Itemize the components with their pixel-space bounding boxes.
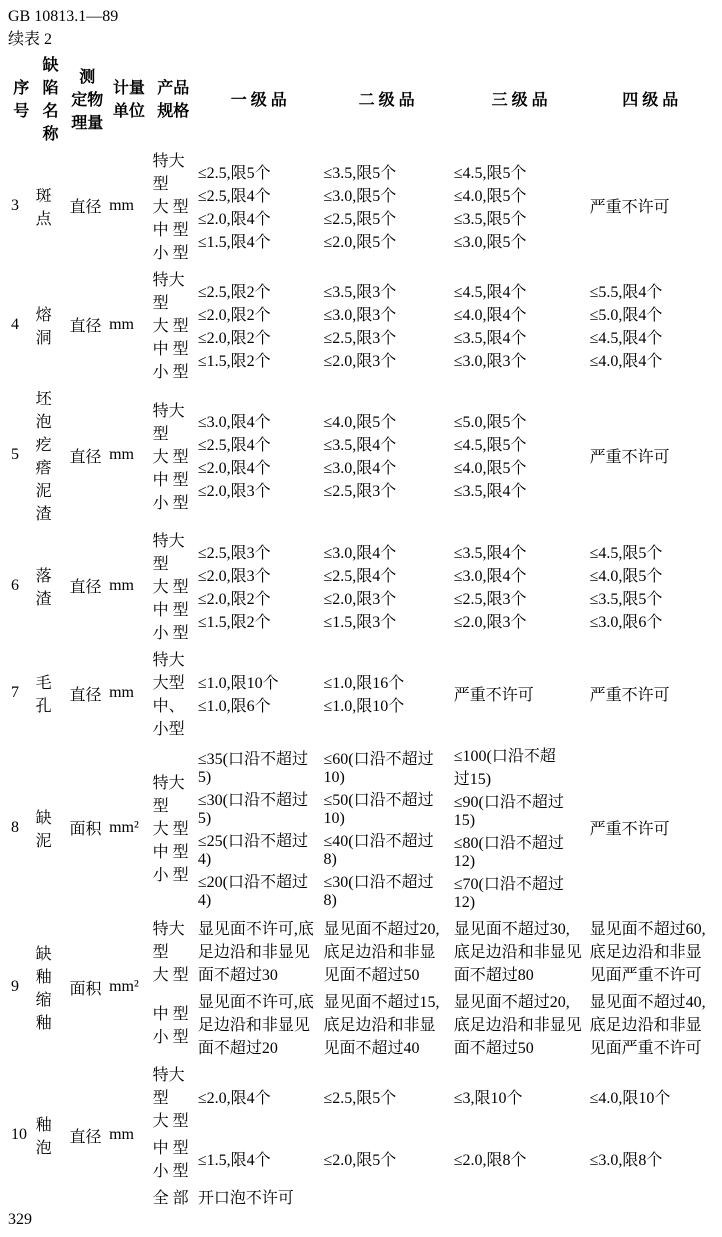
grade4-cell — [589, 266, 712, 383]
value-line: ≤20(口沿不超过 — [197, 873, 309, 891]
value-line: ≤4.0,限4个 — [453, 306, 527, 324]
value-line: ≤2.0,限3个 — [197, 567, 271, 585]
spec-line: 特大 — [152, 652, 185, 669]
spec-line: 大 型 — [152, 579, 189, 596]
row-number: 10 — [11, 1126, 27, 1143]
grade2-cell — [323, 266, 451, 383]
value-line: ≤2.5,限4个 — [197, 187, 271, 205]
product-spec-cell: 全 部 — [152, 1190, 189, 1207]
measured-quantity: 直径 — [69, 686, 102, 704]
value-line: ≤5.0,限5个 — [453, 414, 527, 431]
value-line: 10) — [323, 768, 345, 786]
table-row — [10, 742, 712, 913]
grade4-cell: 严重不许可 — [589, 199, 670, 216]
defect-name: 釉泡 — [35, 1117, 52, 1157]
unit: mm — [109, 576, 134, 594]
spec-line: 大 型 — [152, 318, 189, 335]
value-line: ≤2.5,限5个 — [197, 164, 271, 182]
unit: mm — [109, 446, 134, 463]
grade2-cell — [323, 742, 451, 913]
value-line: ≤2.0,限4个 — [197, 460, 271, 477]
grade4-cell: ≤4.0,限10个 — [589, 1090, 671, 1107]
defect-name: 毛孔 — [35, 675, 52, 715]
row-number: 6 — [11, 576, 19, 594]
value-line: ≤2.0,限2个 — [197, 590, 271, 608]
value-line: ≤2.5,限3个 — [197, 544, 271, 562]
grade3-cell — [453, 385, 587, 525]
measured-quantity: 直径 — [69, 579, 102, 596]
row-number: 3 — [11, 196, 19, 214]
name-line: 缩釉 — [35, 992, 52, 1032]
value-line: ≤3.5,限5个 — [453, 210, 527, 228]
product-spec-cell — [152, 147, 195, 264]
spec-line: 大 型 — [152, 821, 189, 838]
spec-line: 大 型 — [152, 967, 189, 984]
value-line: ≤30(口沿不超过 — [197, 791, 309, 809]
name-line: 缺釉 — [35, 946, 52, 986]
measured-quantity: 面积 — [69, 980, 102, 998]
row-number: 5 — [11, 446, 19, 463]
row-number: 4 — [11, 315, 19, 333]
spec-line: 小 型 — [152, 245, 189, 262]
table-row — [10, 527, 712, 644]
value-line: ≤2.5,限2个 — [197, 283, 271, 301]
grade4-cell: 严重不许可 — [589, 686, 670, 704]
spec-line: 大型 — [152, 675, 185, 692]
grade2-cell: 显见面不超过15,底足边沿和非显见面不超过40 — [323, 994, 440, 1057]
defect-name: 落渣 — [35, 567, 52, 608]
grade3-cell: ≤2.0,限8个 — [453, 1151, 527, 1169]
product-spec-cell — [152, 527, 195, 644]
value-line: ≤4.5,限5个 — [453, 164, 527, 182]
grade4-cell: ≤3.0,限8个 — [589, 1151, 663, 1169]
spec-line: 中 型 — [152, 844, 189, 861]
table-header-row — [10, 51, 712, 145]
defect-name — [35, 915, 67, 1059]
value-line: ≤35(口沿不超过 — [197, 750, 309, 768]
grade4-cell: 严重不许可 — [589, 448, 670, 466]
value-line: ≤90(口沿不超过 — [453, 794, 564, 811]
value-line: 4) — [197, 891, 212, 909]
measured-quantity: 面积 — [69, 821, 102, 838]
row-number: 9 — [11, 978, 19, 995]
page-number: 329 — [8, 1211, 32, 1228]
value-line: ≤4.0,限5个 — [323, 414, 397, 431]
value-line: ≤3.0,限5个 — [323, 187, 397, 205]
value-line: ≤2.0,限2个 — [197, 306, 271, 324]
measured-quantity: 直径 — [69, 448, 102, 466]
value-line: 4) — [197, 850, 212, 868]
grade2-cell: 显见面不超过20,底足边沿和非显见面不超过50 — [323, 921, 440, 984]
measured-quantity: 直径 — [69, 199, 102, 216]
defect-name — [35, 385, 67, 525]
grade2-cell — [323, 147, 451, 264]
value-line: ≤100(口沿不超 — [453, 748, 556, 765]
value-line: ≤1.0,限10个 — [323, 698, 405, 715]
value-line: ≤40(口沿不超过 — [323, 832, 434, 850]
value-line: ≤2.5,限5个 — [323, 210, 397, 228]
spec-line: 大 型 — [152, 199, 189, 216]
value-line: ≤3.5,限4个 — [323, 437, 397, 454]
header-cell: 计量单位 — [112, 80, 145, 120]
spec-line: 中 型 — [152, 1005, 189, 1023]
grade4-cell — [589, 527, 712, 644]
grade3-cell — [453, 266, 587, 383]
header-cell: 序号 — [13, 80, 30, 120]
spec-line: 特大型 — [152, 402, 185, 443]
spec-line: 特大型 — [152, 153, 185, 193]
table-title: 续表 2 — [8, 31, 53, 48]
table-row — [10, 266, 712, 383]
unit: mm — [109, 196, 134, 214]
header-cell: 四 级 品 — [622, 91, 679, 109]
table-row — [10, 1061, 712, 1132]
grade3-cell — [453, 742, 587, 913]
row-number: 8 — [11, 818, 19, 836]
header-cell: 缺陷名称 — [42, 57, 59, 143]
value-line: ≤4.5,限4个 — [453, 283, 527, 301]
value-line: ≤1.5,限3个 — [323, 613, 397, 631]
grade1-cell — [197, 646, 321, 740]
value-line: ≤2.0,限3个 — [197, 483, 271, 500]
spec-line: 小 型 — [152, 364, 189, 381]
table-row — [10, 646, 712, 740]
grade3-cell: 显见面不超过30,底足边沿和非显见面不超过80 — [453, 921, 582, 984]
product-spec-cell — [152, 742, 195, 913]
spec-line: 特大型 — [152, 921, 185, 961]
spec-line: 小 型 — [152, 867, 189, 884]
grade2-cell: ≤2.5,限5个 — [323, 1090, 397, 1107]
value-line: ≤50(口沿不超过 — [323, 791, 434, 809]
value-line: ≤2.5,限3个 — [453, 590, 527, 608]
document-page — [8, 8, 714, 1229]
measured-quantity: 直径 — [69, 1128, 102, 1146]
value-line: 5) — [197, 768, 212, 786]
spec-line: 特大型 — [152, 533, 185, 573]
value-line: 5) — [197, 809, 212, 827]
table-row — [10, 385, 712, 525]
spec-line: 特大型 — [152, 272, 185, 312]
value-line: ≤3.0,限4个 — [197, 414, 271, 431]
grade2-cell: ≤2.0,限5个 — [323, 1151, 397, 1169]
header-cell: 产品规格 — [157, 80, 190, 120]
value-line: ≤1.0,限6个 — [197, 698, 271, 715]
grade4-cell: 显见面不超过40,底足边沿和非显见面严重不许可 — [589, 994, 706, 1057]
unit: mm — [109, 315, 134, 333]
spec-line: 小 型 — [152, 625, 189, 642]
grade3-cell — [453, 527, 587, 644]
value-line: ≤3.5,限5个 — [323, 164, 397, 182]
grade1-cell: 显见面不许可,底足边沿和非显见面不超过30 — [197, 921, 314, 984]
value-line: ≤2.0,限3个 — [323, 590, 397, 608]
spec-line: 小 型 — [152, 1028, 189, 1046]
value-line: ≤2.5,限4个 — [323, 567, 397, 585]
grade1-cell — [197, 742, 321, 913]
product-spec-cell — [152, 646, 195, 740]
value-line: ≤3.0,限3个 — [453, 352, 527, 370]
value-line: ≤3.0,限4个 — [323, 544, 397, 562]
value-line: ≤4.0,限5个 — [589, 567, 663, 585]
grade2-cell — [323, 646, 451, 740]
value-line: ≤5.0,限4个 — [589, 306, 663, 324]
unit: mm² — [109, 818, 139, 836]
unit: mm — [109, 1126, 134, 1143]
spec-line: 中 型 — [152, 222, 189, 239]
spec-line: 特大型 — [152, 775, 185, 815]
product-spec-cell — [152, 385, 195, 525]
grade1-cell: 显见面不许可,底足边沿和非显见面不超过20 — [197, 994, 314, 1057]
defect-name: 熔洞 — [35, 306, 52, 347]
defect-name: 斑点 — [35, 187, 52, 228]
value-line: 8) — [323, 891, 337, 909]
value-line: ≤2.5,限4个 — [197, 437, 271, 454]
value-line: 8) — [323, 850, 337, 868]
value-line: ≤4.0,限5个 — [453, 460, 527, 477]
value-line: ≤2.0,限4个 — [197, 210, 271, 228]
grade2-cell — [323, 385, 451, 525]
grade2-cell — [323, 527, 451, 644]
value-line: ≤2.5,限3个 — [323, 483, 397, 500]
value-line: 过15) — [453, 771, 492, 788]
row-number: 7 — [11, 684, 19, 701]
product-spec-cell — [152, 1134, 195, 1182]
header-cell: 三 级 品 — [491, 91, 548, 109]
value-line: ≤60(口沿不超过 — [323, 750, 434, 768]
defect-table — [8, 49, 714, 1211]
value-line: ≤3.5,限3个 — [323, 283, 397, 301]
header-cell: 一 级 品 — [230, 91, 287, 109]
value-line: ≤1.0,限16个 — [323, 675, 405, 692]
defect-name: 缺泥 — [35, 809, 52, 850]
value-line: ≤3.5,限4个 — [453, 329, 527, 347]
grade1-cell: ≤2.0,限4个 — [197, 1090, 271, 1107]
unit: mm² — [109, 978, 139, 995]
product-spec-cell — [152, 1061, 195, 1132]
value-line: ≤80(口沿不超过 — [453, 835, 564, 852]
table-row — [10, 147, 712, 264]
grade1-cell — [197, 385, 321, 525]
grade3-cell: 严重不许可 — [453, 686, 534, 704]
spec-line: 小 型 — [152, 1163, 189, 1180]
name-line: 泥渣 — [35, 483, 52, 523]
spec-line: 中、小型 — [152, 698, 185, 738]
value-line: ≤1.0,限10个 — [197, 675, 279, 692]
value-line: ≤1.5,限2个 — [197, 613, 271, 631]
value-line: 12) — [453, 853, 476, 870]
value-line: ≤4.5,限5个 — [453, 437, 527, 454]
standard-number: GB 10813.1—89 — [8, 8, 119, 25]
value-line: ≤3.0,限6个 — [589, 613, 663, 631]
spec-line: 大 型 — [152, 448, 189, 466]
value-line: ≤4.5,限4个 — [589, 329, 663, 347]
value-line: ≤3.5,限4个 — [453, 483, 527, 500]
table-row — [10, 915, 712, 986]
grade1-cell: ≤1.5,限4个 — [197, 1151, 271, 1169]
value-line: ≤2.0,限2个 — [197, 329, 271, 347]
spec-line: 小 型 — [152, 494, 189, 512]
grade3-cell: 显见面不超过20,底足边沿和非显见面不超过50 — [453, 994, 582, 1057]
value-line: 10) — [323, 809, 345, 827]
value-line: ≤2.5,限3个 — [323, 329, 397, 347]
value-line: ≤3.0,限5个 — [453, 233, 527, 251]
value-line: ≤5.5,限4个 — [589, 283, 663, 301]
value-line: ≤3.0,限4个 — [453, 567, 527, 585]
value-line: ≤70(口沿不超过 — [453, 876, 564, 893]
product-spec-cell — [152, 915, 195, 986]
header-cell: 测 定物理量 — [71, 68, 104, 132]
grade1-cell — [197, 147, 321, 264]
name-line: 坯泡 — [35, 391, 52, 431]
value-line: ≤1.5,限2个 — [197, 352, 271, 370]
value-line: ≤30(口沿不超过 — [323, 873, 434, 891]
spec-line: 中 型 — [152, 1140, 189, 1157]
all-grades-cell: 开口泡不许可 — [197, 1190, 294, 1207]
value-line: ≤2.0,限5个 — [323, 233, 397, 251]
header-cell: 二 级 品 — [358, 91, 415, 109]
spec-line: 大 型 — [152, 1113, 189, 1130]
grade1-cell — [197, 527, 321, 644]
value-line: ≤3.0,限4个 — [323, 460, 397, 477]
grade3-cell — [453, 147, 587, 264]
value-line: 12) — [453, 894, 476, 911]
measured-quantity: 直径 — [69, 318, 102, 335]
value-line: ≤3.5,限4个 — [453, 544, 527, 562]
value-line: ≤3.5,限5个 — [589, 590, 663, 608]
grade4-cell: 严重不许可 — [589, 821, 670, 838]
value-line: ≤3.0,限3个 — [323, 306, 397, 324]
unit: mm — [109, 684, 134, 701]
spec-line: 特大型 — [152, 1067, 185, 1107]
value-line: ≤4.5,限5个 — [589, 544, 663, 562]
value-line: ≤2.0,限3个 — [453, 613, 527, 631]
grade3-cell: ≤3,限10个 — [453, 1090, 523, 1107]
product-spec-cell — [152, 266, 195, 383]
value-line: ≤4.0,限4个 — [589, 352, 663, 370]
spec-line: 中 型 — [152, 602, 189, 619]
value-line: ≤4.0,限5个 — [453, 187, 527, 205]
value-line: ≤2.0,限3个 — [323, 352, 397, 370]
value-line: ≤1.5,限4个 — [197, 233, 271, 251]
spec-line: 中 型 — [152, 341, 189, 358]
value-line: 15) — [453, 812, 476, 829]
value-line: ≤25(口沿不超过 — [197, 832, 309, 850]
spec-line: 中 型 — [152, 471, 189, 489]
grade1-cell — [197, 266, 321, 383]
name-line: 疙瘩 — [35, 437, 52, 477]
grade4-cell: 显见面不超过60,底足边沿和非显见面严重不许可 — [589, 921, 706, 984]
